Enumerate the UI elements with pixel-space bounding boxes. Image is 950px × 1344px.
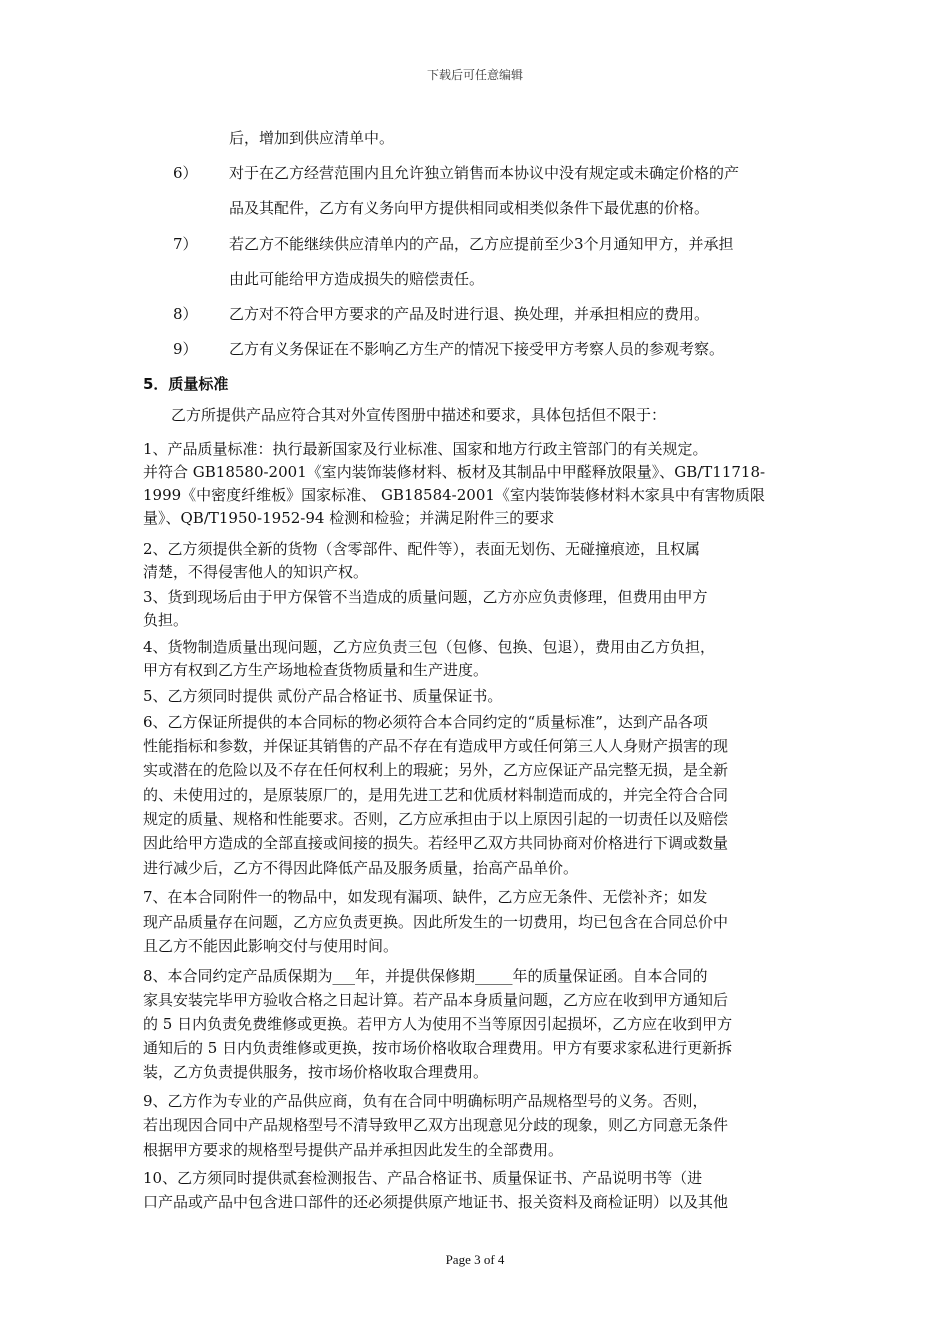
body-line: 负担。 (143, 611, 189, 629)
body-line: 的 5 日内负责免费维修或更换。若甲方人为使用不当等原因引起损坏，乙方应在收到甲方 (143, 1015, 733, 1033)
body-line: 并符合 GB18580-2001《室内装饰装修材料、板材及其制品中甲醛释放限量》、GB/T11718- (143, 463, 766, 481)
body-line: 现产品质量存在问题，乙方应负责更换。因此所发生的一切费用，均已包含在合同总价中 (143, 913, 729, 931)
list-item-number: 6） (173, 164, 198, 182)
body-line: 进行减少后，乙方不得因此降低产品及服务质量，抬高产品单价。 (143, 859, 579, 877)
page-header: 下载后可任意编辑 (426, 68, 523, 82)
body-line: 性能指标和参数，并保证其销售的产品不存在有造成甲方或任何第三人人身财产损害的现 (143, 737, 729, 755)
body-line: 10、乙方须同时提供贰套检测报告、产品合格证书、质量保证书、产品说明书等（进 (143, 1169, 703, 1187)
body-line: 因此给甲方造成的全部直接或间接的损失。若经甲乙双方共同协商对价格进行下调或数量 (143, 834, 729, 852)
body-line: 通知后的 5 日内负责维修或更换，按市场价格收取合理费用。甲方有要求家私进行更新拆 (143, 1039, 733, 1057)
list-item-number: 9） (173, 340, 198, 358)
list-item-line: 乙方对不符合甲方要求的产品及时进行退、换处理，并承担相应的费用。 (229, 305, 710, 323)
section-heading: 5．质量标准 (143, 375, 229, 393)
body-line: 1999《中密度纤维板》国家标准、 GB18584-2001《室内装饰装修材料木家具中有害物质限 (143, 486, 765, 504)
body-line: 若出现因合同中产品规格型号不清导致甲乙双方出现意见分歧的现象，则乙方同意无条件 (143, 1116, 729, 1134)
body-line: 实或潜在的危险以及不存在任何权利上的瑕疵；另外，乙方应保证产品完整无损，是全新 (143, 761, 729, 779)
body-line: 4、货物制造质量出现问题，乙方应负责三包（包修、包换、包退），费用由乙方负担， (143, 638, 716, 656)
list-item-line: 若乙方不能继续供应清单内的产品，乙方应提前至少3个月通知甲方，并承担 (229, 235, 734, 253)
body-line: 3、货到现场后由于甲方保管不当造成的质量问题，乙方亦应负责修理，但费用由甲方 (143, 588, 708, 606)
body-line: 5、乙方须同时提供 贰份产品合格证书、质量保证书。 (143, 687, 503, 705)
body-line: 且乙方不能因此影响交付与使用时间。 (143, 937, 399, 955)
body-line: 口产品或产品中包含进口部件的还必须提供原产地证书、报关资料及商检证明）以及其他 (143, 1193, 729, 1211)
page-footer: Page 3 of 4 (445, 1252, 505, 1267)
list-item-line: 乙方有义务保证在不影响乙方生产的情况下接受甲方考察人员的参观考察。 (229, 340, 725, 358)
body-line: 2、乙方须提供全新的货物（含零部件、配件等），表面无划伤、无碰撞痕迹，且权属 (143, 540, 701, 558)
body-line: 1、产品质量标准：执行最新国家及行业标准、国家和地方行政主管部门的有关规定。 (143, 440, 708, 458)
body-line: 根据甲方要求的规格型号提供产品并承担因此发生的全部费用。 (143, 1141, 564, 1159)
body-line: 量》、QB/T1950-1952-94 检测和检验；并满足附件三的要求 (143, 509, 555, 527)
body-line: 清楚，不得侵害他人的知识产权。 (143, 563, 369, 581)
body-line: 规定的质量、规格和性能要求。否则，乙方应承担由于以上原因引起的一切责任以及赔偿 (143, 810, 729, 828)
section-intro: 乙方所提供产品应符合其对外宣传图册中描述和要求，具体包括但不限于： (171, 406, 667, 424)
list-item-line: 后，增加到供应清单中。 (229, 129, 395, 147)
list-item-line: 由此可能给甲方造成损失的赔偿责任。 (229, 270, 485, 288)
list-item-line: 对于在乙方经营范围内且允许独立销售而本协议中没有规定或未确定价格的产 (229, 164, 740, 182)
list-item-line: 品及其配件，乙方有义务向甲方提供相同或相类似条件下最优惠的价格。 (229, 199, 710, 217)
body-line: 9、乙方作为专业的产品供应商，负有在合同中明确标明产品规格型号的义务。否则， (143, 1092, 708, 1110)
body-line: 的、未使用过的，是原装原厂的，是用先进工艺和优质材料制造而成的，并完全符合合同 (143, 786, 729, 804)
list-item-number: 7） (173, 235, 198, 253)
list-item-number: 8） (173, 305, 198, 323)
body-line: 6、乙方保证所提供的本合同标的物必须符合本合同约定的“质量标准”，达到产品各项 (143, 713, 708, 731)
body-line: 家具安装完毕甲方验收合格之日起计算。若产品本身质量问题，乙方应在收到甲方通知后 (143, 991, 729, 1009)
body-line: 甲方有权到乙方生产场地检查货物质量和生产进度。 (143, 661, 489, 679)
body-line: 8、本合同约定产品质保期为___年，并提供保修期_____年的质量保证函。自本合同的 (143, 967, 708, 985)
body-line: 7、在本合同附件一的物品中，如发现有漏项、缺件，乙方应无条件、无偿补齐；如发 (143, 888, 708, 906)
body-line: 装，乙方负责提供服务，按市场价格收取合理费用。 (143, 1063, 489, 1081)
